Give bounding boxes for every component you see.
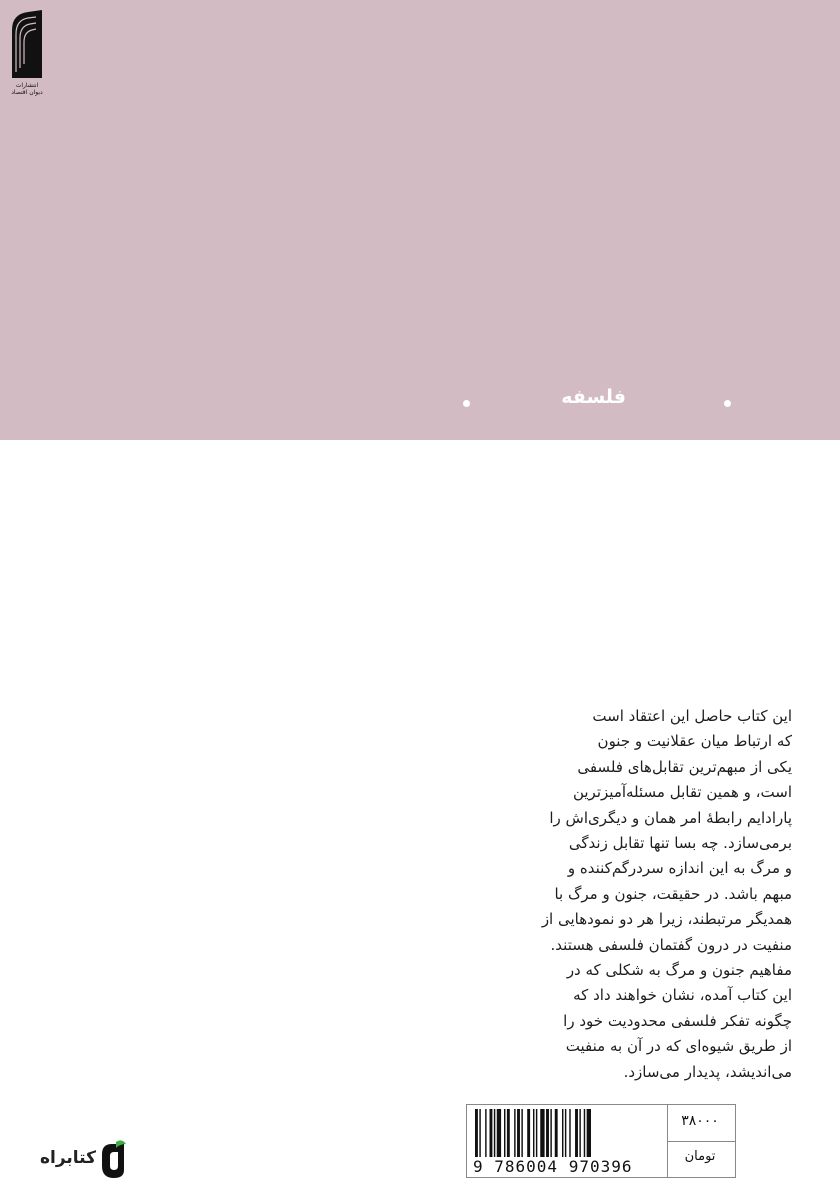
price-divider [668,1141,735,1142]
publisher-logo-icon [10,8,44,82]
description-line: یکی از مبهم‌ترین تقابل‌های فلسفی [577,757,792,776]
description-line: همدیگر مرتبطند، زیرا هر دو نمودهایی از [541,910,792,929]
bullet-dot [463,400,470,407]
description-line: از طریق شیوه‌ای که در آن به منفیت [565,1037,792,1056]
ketabrah-logo-icon [98,1140,128,1180]
barcode-graphic [475,1109,661,1157]
publisher-name: انتشارات دیوان اقتصاد [11,82,43,96]
description-line: و مرگ به این اندازه سردرگم‌کننده و [567,859,792,878]
price-value: ۳۸۰۰۰ [681,1113,719,1129]
description-line: است، و همین تقابل مسئله‌آمیزترین [572,783,792,802]
ketabrah-watermark [40,1138,130,1182]
description-line: این کتاب حاصل این اعتقاد است [592,707,792,725]
description-line: می‌اندیشد، پدیدار می‌سازد. [623,1062,792,1081]
publisher-logo [10,8,44,98]
description-line: چگونه تفکر فلسفی محدودیت خود را [563,1011,792,1030]
description-line: منفیت در درون گفتمان فلسفی هستند. [550,935,792,954]
description-line: مفاهیم جنون و مرگ به شکلی که در [566,961,792,980]
category-label: فلسفه [561,386,626,408]
description-line: مبهم باشد. در حقیقت، جنون و مرگ با [554,884,792,903]
description-line: پارادایم رابطهٔ امر همان و دیگری‌اش را [549,808,792,827]
category-row [0,386,840,420]
bullet-dot [724,400,731,407]
description-line: این کتاب آمده، نشان خواهند داد که [573,986,792,1005]
back-cover-description [464,704,792,1085]
watermark-text: کتابراه [39,1148,96,1168]
isbn-digits: 9 786004 970396 [473,1157,633,1176]
price-currency: تومان [684,1149,716,1164]
barcode-box [466,1104,736,1178]
description-line: که ارتباط میان عقلانیت و جنون [597,732,792,751]
cover-top-panel [0,0,840,440]
description-line: برمی‌سازد. چه بسا تنها تقابل زندگی [568,834,792,853]
